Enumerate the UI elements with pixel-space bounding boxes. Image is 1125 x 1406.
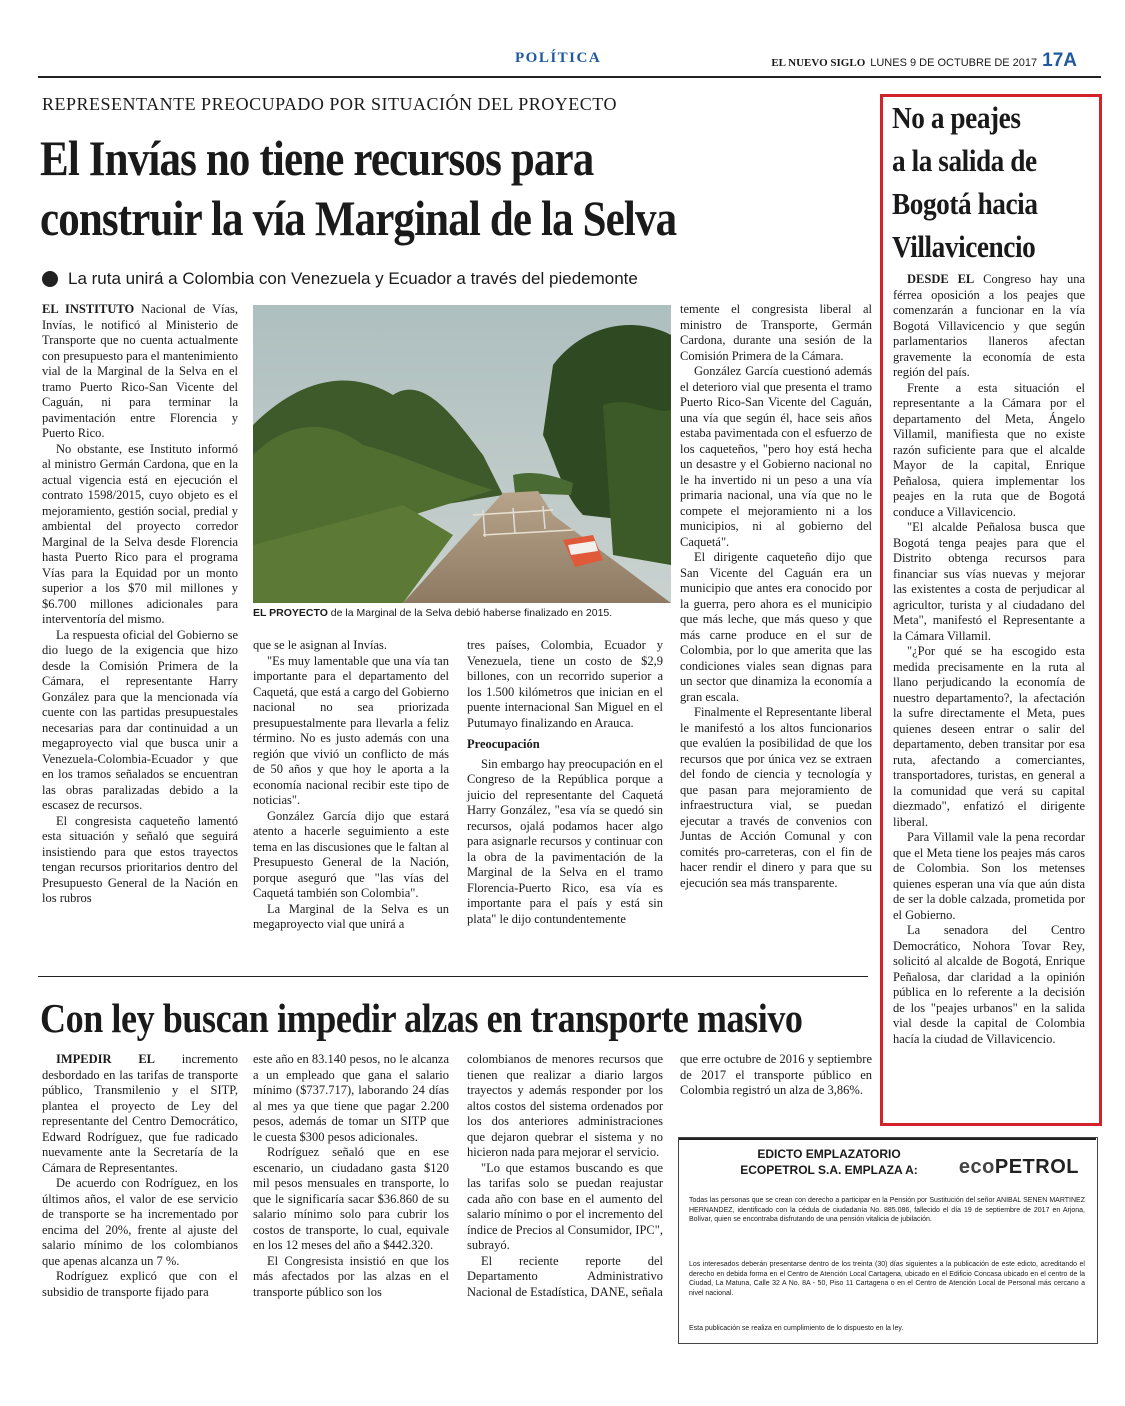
paragraph: El dirigente caqueteño dijo que San Vicente del Caguán era un municipio que antes era conocido por la guerra, pero ahora es el municipio que más leche, que más queso y que más carne produce en el sur de Colombia, por lo que amerita que las condiciones viales sean dignas para un sector que dinamiza la economía a gran escala. [680,550,872,704]
edicto-paragraph-1: Todas las personas que se crean con derecho a participar en la Pensión por Sustitución del señor ANIBAL SENEN MARTINEZ HERNANDEZ, identificado con la cédula de ciudadanía No. 885.086, fallecido el día 19 de septiembre de 2017 en Arjona, Bolívar, quien se encontraba disfrutando de una pensión vitalicia de jubilación. [689,1197,1085,1223]
paragraph: "Es muy lamentable que una vía tan importante para el departamento del Caquetá, que está a cargo del Gobierno nacional no sea priorizada presupuestalmente para llevarla a feliz término. No es justo además con una región que vivió un conflicto de más de 50 años y que hoy le aporta a la economía nacional recibir este tipo de noticias". [253,653,449,807]
bullet-icon [42,271,58,287]
paragraph: este año en 83.140 pesos, no le alcanza a un empleado que gana el salario mínimo ($737.717), laborando 24 días al mes ya que tiene que pagar 2.200 pesos, además de tomar un SITP que le cuesta $300 pesos adicionales. [253,1052,449,1144]
paragraph: IMPEDIR EL incremento desbordado en las tarifas de transporte público, Transmilenio y el SITP, plantea el proyecto de Ley del representante del Centro Democrático, Edward Rodríguez, que fue radicado nuevamente ante la Secretaría de la Cámara de Representantes. [42,1052,238,1175]
sidebar-headline: No a peajes a la salida de Bogotá hacia Villavicencio [892,100,1038,264]
section-label: POLÍTICA [515,50,602,66]
paragraph: temente el congresista liberal al ministro de Transporte, Germán Cardona, durante una sesión de la Comisión Primera de la Cámara. [680,302,872,363]
main-column-1 [42,302,238,907]
second-column-3 [467,1052,663,1300]
paragraph: que erre octubre de 2016 y septiembre de 2017 el transporte público en Colombia registró un alza de 3,86%. [680,1052,872,1097]
masthead [771,50,1077,72]
article-photo [253,305,671,603]
paragraph: tres países, Colombia, Ecuador y Venezuela, tiene un costo de $2,9 billones, con un recorrido superior a los 1.500 kilómetros que inician en el puente internacional San Miguel en el Putumayo finalizando en Arauca. [467,638,663,730]
paragraph: "¿Por qué se ha escogido esta medida precisamente en la ruta al llano perjudicando la economía de nuestro departamento?, la afectación la sufre directamente el Meta, pues quienes deseen entrar o salir del departamento, deben transitar por esa ruta, afectando a comerciantes, transportadores, turistas, en general a la comunidad que verá su capital diezmado", enfatizó el dirigente liberal. [893,644,1085,829]
page-number: 17A [1042,50,1077,71]
edicto-box [678,1137,1098,1344]
article-headline [40,128,762,248]
edicto-paragraph-2: Los interesados deberán presentarse dentro de los treinta (30) días siguientes a la publicación de este edicto, acreditando el derecho en debida forma en el Centro de Atención Local Cartagena, ubicado en el Edificio Concasa ubicado en el centro de la Ciudad, La Matuna, Calle 32 A No. 8A - 50, Piso 11 Cartagena o en el Centro de Atención Local de Personal más cercano a nivel nacional. [689,1261,1085,1297]
paragraph: El reciente reporte del Departamento Administrativo Nacional de Estadística, DANE, señala [467,1253,663,1299]
top-rule [38,76,1101,78]
paragraph: La respuesta oficial del Gobierno se dio luego de la exigencia que hizo desde la Comisión Primera de la Cámara, el representante Harry González para que la mencionada vía cuente con las partidas presupuestales necesarias para dar continuidad a un megaproyecto vial que busca unir a Venezuela-Colombia-Ecuador y que en los tramos señalados se encuentran las obras paralizadas debido a la escasez de recursos. [42,627,238,812]
paragraph: EL INSTITUTO Nacional de Vías, Invías, le notificó al Ministerio de Transporte que no cuenta actualmente con presupuesto para el mantenimiento vial de la Marginal de la Selva en el tramo Puerto Rico-San Vicente del Caguán, ni para terminar la pavimentación entre Florencia y Puerto Rico. [42,302,239,440]
paragraph: Para Villamil vale la pena recordar que el Meta tiene los peajes más caros de Colombia. Son los metenses quienes esperan una vía que aún dista de ser la doble calzada, prometida por el Gobierno. [893,830,1085,922]
main-column-3 [467,638,663,927]
main-column-4 [680,302,872,891]
edicto-paragraph-3: Esta publicación se realiza en cumplimiento de lo dispuesto en la ley. [689,1325,904,1332]
ecopetrol-logo: eco PETROL [958,1156,1079,1178]
subsection-title: Preocupación [467,737,540,751]
paragraph: El congresista caqueteño lamentó esta situación y señaló que seguirá insistiendo para que estos trayectos tengan recursos prioritarios dentro del Presupuesto General de la Nación en los rubros [42,813,238,905]
headline-line-1: El Invías no tiene recursos para [40,130,594,186]
photo-caption: EL PROYECTO de la Marginal de la Selva debió haberse finalizado en 2015. [253,607,613,619]
paragraph: Finalmente el Representante liberal le manifestó a los altos funcionarios que evalúen la posibilidad de que los recursos que por única vez se extraen del fondo de ciencia y tecnología y que pasan para mejoramiento de infraestructura vial, se puedan ejecutar a través de convenios con Juntas de Acción Comunal y con comités pro-carreteras, con el fin de hacer rendir el dinero y para que su ejecución sea más transparente. [680,705,872,890]
second-column-1 [42,1052,238,1300]
paragraph: González García cuestionó además el deterioro vial que presenta el tramo Puerto Rico-San Vicente del Caguán, una vía que según él, hace seis años estaba pavimentada con el esfuerzo de los caqueteños, "pero hoy está hecha un desastre y el Gobierno nacional no le ha invertido ni un peso a una vía primaria nacional, una vía que no le compete el mejoramiento ni a los municipios, ni al gobierno del Caquetá". [680,364,872,549]
paragraph: que se le asignan al Invías. [253,638,387,652]
section-divider [38,976,868,977]
article-subhead [42,269,638,289]
paragraph: "Lo que estamos buscando es que las tarifas solo se puedan reajustar cada año con base en el aumento del salario mínimo o por el incremento del índice de Precios al Consumidor, IPC", subrayó. [467,1160,663,1252]
second-headline: Con ley buscan impedir alzas en transporte masivo [40,995,803,1041]
publication-name: EL NUEVO SIGLO [771,57,866,69]
paragraph: El Congresista insistió en que los más afectados por las alzas en el transporte público son los [253,1253,449,1299]
lead-in: EL INSTITUTO [42,302,135,316]
paragraph: "El alcalde Peñalosa busca que Bogotá tenga peajes para que el Distrito obtenga recursos para financiar sus vías nuevas y mejorar las existentes a costa de perjudicar al agricultor, turista y al ciudadano del Meta", manifestó el Representante a la Cámara Villamil. [893,520,1085,643]
article-kicker: REPRESENTANTE PREOCUPADO POR SITUACIÓN DEL PROYECTO [42,94,617,114]
paragraph: No obstante, ese Instituto informó al ministro Germán Cardona, que en la actual vigencia está en ejecución el contrato 1598/2015, cuyo objeto es el mejoramiento, gestión social, predial y ambiental del proyecto corredor Marginal de la Selva desde Florencia hasta Puerto Rico para el programa Vías para la Equidad por un monto superior a los $70 mil millones y $6.700 millones adicionales para interventoría del mismo. [42,441,238,626]
paragraph: La senadora del Centro Democrático, Nohora Tovar Rey, solicitó al alcalde de Bogotá, Enrique Peñalosa, dar claridad a la opinión pública en lo referente a la decisión de los "peajes urbanos" en la salida vial desde la capital de Colombia hacía la ciudad de Villavicencio. [893,923,1085,1046]
paragraph: González García dijo que estará atento a hacerle seguimiento a este tema en las discusiones que le faltan al Presupuesto General de la Nación, porque aseguró que "las vías del Caquetá también son Colombia". [253,808,449,900]
subhead-text: La ruta unirá a Colombia con Venezuela y Ecuador a través del piedemonte [68,269,638,288]
sidebar-body [893,272,1085,1047]
edicto-title: EDICTO EMPLAZATORIO ECOPETROL S.A. EMPLAZA A: [740,1147,918,1177]
paragraph: colombianos de menores recursos que tienen que realizar a diario largos trayectos y además responder por los altos costos del sistema ordenados por los dos anteriores administraciones que dejaron quebrar el sistema y no hicieron nada para mejorar el servicio. [467,1052,663,1159]
paragraph: DESDE EL Congreso hay una férrea oposición a los peajes que comenzarán a funcionar en la vía Bogotá Villavicencio y que según parlamentarios llaneros afectan gravemente la economía de esta región del país. [893,272,1085,379]
paragraph: La Marginal de la Selva es un megaproyecto vial que unirá a [253,901,449,931]
second-column-2 [253,1052,449,1300]
main-column-2 [253,638,449,933]
paragraph: Frente a esta situación el representante a la Cámara por el departamento del Meta, Ángelo Villamil, manifiesta que no existe razón suficiente para que el alcalde Mayor de la capital, Enrique Peñalosa, quiera implementar los peajes en la ruta que de Bogotá conduce a Villavicencio. [893,380,1085,519]
paragraph: Rodríguez explicó que con el subsidio de transporte fijado para [42,1269,238,1299]
paragraph: Sin embargo hay preocupación en el Congreso de la República porque a juicio del representante del Caquetá Harry González, "esa vía se quedó sin recursos, ojalá podamos hacer algo para asignarle recursos y continuar con la obra de la pavimentación de la Marginal de la Selva en el tramo Florencia-Puerto Rico, esa vía es importante para el país y está sin plata" le dijo contundentemente [467,756,664,926]
second-column-4 [680,1052,872,1099]
road-photo-illustration [253,305,671,603]
paragraph: De acuerdo con Rodríguez, en los últimos años, el valor de ese servicio de transporte se ha incrementado por encima del 20%, frente al ajuste del salario mínimo de los colombianos que apenas alcanza un 7 %. [42,1176,238,1268]
issue-date: LUNES 9 DE OCTUBRE DE 2017 [870,57,1038,69]
headline-line-2: construir la vía Marginal de la Selva [40,190,677,246]
paragraph: Rodríguez señaló que en ese escenario, un ciudadano gasta $120 mil pesos mensuales en transporte, lo que le significaría sacar $36.860 de su salario mínimo solo para cubrir los costos de transporte, lo cual, equivale en los 12 meses del año a $442.320. [253,1145,449,1252]
